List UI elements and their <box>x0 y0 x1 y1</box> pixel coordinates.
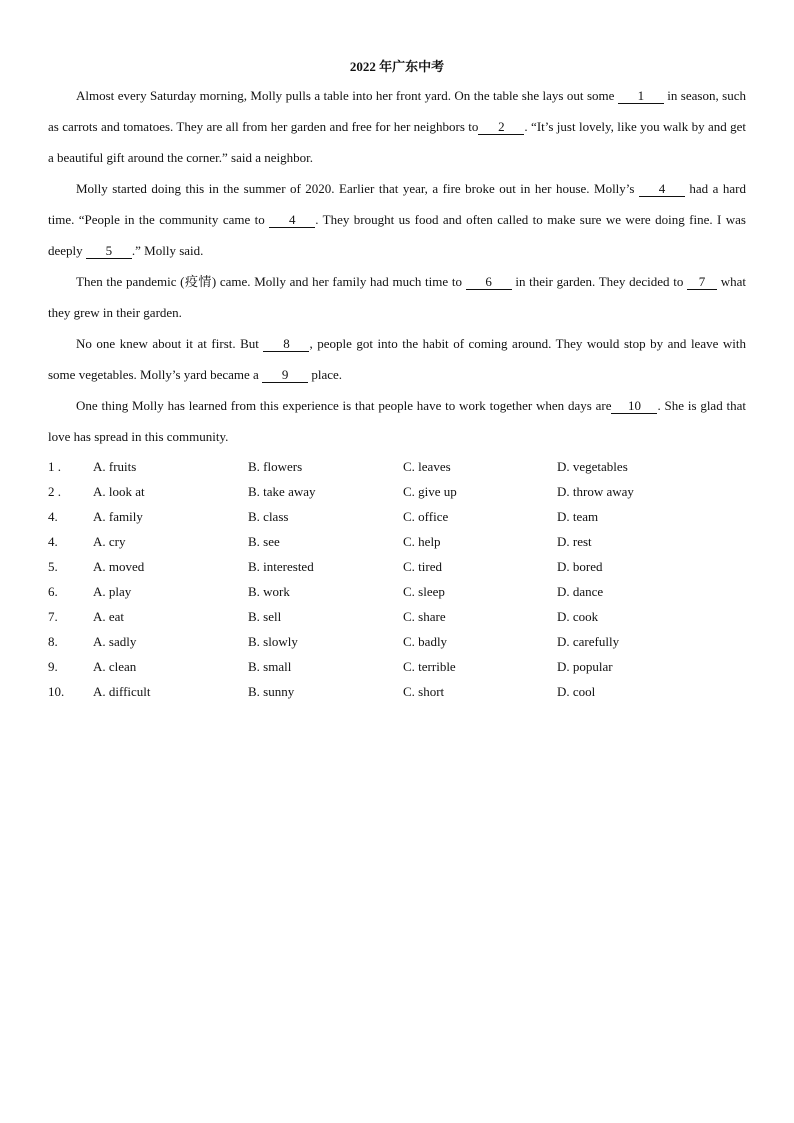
option-b: B. see <box>248 534 280 549</box>
option-c: C. office <box>403 509 449 524</box>
question-row <box>48 679 748 704</box>
option-b: B. take away <box>248 484 316 499</box>
question-number: 1 . <box>48 459 61 474</box>
paragraph-4: No one knew about it at first. But 8 , people got into the habit of coming around. They would stop by and leave with some vegetables. Molly’s yard became a 9 place. <box>48 336 746 382</box>
option-a: A. difficult <box>93 684 151 699</box>
option-a: A. moved <box>93 559 145 574</box>
option-a: A. family <box>93 509 143 524</box>
paragraph-1: Almost every Saturday morning, Molly pulls a table into her front yard. On the table she lays out some 1 in season, such as carrots and tomatoes. They are all from her garden and free for her neighbors to 2 . “It’s just lovely, like you walk by and get a beautiful gift around the corner.” said a neighbor. <box>48 88 746 165</box>
question-number: 5. <box>48 559 58 574</box>
option-d: D. cool <box>557 684 596 699</box>
question-number: 4. <box>48 509 58 524</box>
question-row <box>48 579 748 604</box>
blank-10: 10 <box>611 399 657 414</box>
option-a: A. clean <box>93 659 137 674</box>
question-row <box>48 454 748 479</box>
option-a: A. cry <box>93 534 126 549</box>
option-c: C. badly <box>403 634 448 649</box>
option-a: A. sadly <box>93 634 137 649</box>
option-a: A. play <box>93 584 132 599</box>
paragraph-3: Then the pandemic (疫情) came. Molly and her family had much time to 6 in their garden. They decided to 7 what they grew in their garden. <box>48 274 746 320</box>
option-b: B. slowly <box>248 634 298 649</box>
blank-7: 7 <box>687 275 717 290</box>
question-number: 9. <box>48 659 58 674</box>
option-d: D. popular <box>557 659 613 674</box>
option-c: C. sleep <box>403 584 445 599</box>
blank-5: 5 <box>86 244 132 259</box>
answer-options <box>48 454 748 704</box>
option-c: C. tired <box>403 559 442 574</box>
option-d: D. rest <box>557 534 592 549</box>
blank-1: 1 <box>618 89 664 104</box>
option-d: D. carefully <box>557 634 620 649</box>
option-c: C. give up <box>403 484 457 499</box>
option-a: A. fruits <box>93 459 137 474</box>
passage <box>48 80 746 452</box>
option-d: D. vegetables <box>557 459 628 474</box>
option-b: B. class <box>248 509 289 524</box>
blank-6: 6 <box>466 275 512 290</box>
question-row <box>48 529 748 554</box>
question-row <box>48 554 748 579</box>
question-row <box>48 629 748 654</box>
question-row <box>48 479 748 504</box>
question-number: 2 . <box>48 484 61 499</box>
option-a: A. look at <box>93 484 145 499</box>
option-d: D. dance <box>557 584 604 599</box>
blank-4: 4 <box>269 213 315 228</box>
blank-9: 9 <box>262 368 308 383</box>
question-number: 7. <box>48 609 58 624</box>
option-c: C. share <box>403 609 446 624</box>
option-b: B. sell <box>248 609 282 624</box>
option-d: D. bored <box>557 559 603 574</box>
paragraph-2: Molly started doing this in the summer of 2020. Earlier that year, a fire broke out in her house. Molly’s 4 had a hard time. “People in the community came to 4 . They brought us food and often called to make sure we were doing fine. I was deeply 5 .” Molly said. <box>48 181 746 258</box>
option-c: C. help <box>403 534 441 549</box>
question-row <box>48 604 748 629</box>
question-number: 6. <box>48 584 58 599</box>
option-b: B. small <box>248 659 292 674</box>
blank-8: 8 <box>263 337 309 352</box>
option-d: D. throw away <box>557 484 634 499</box>
option-b: B. flowers <box>248 459 303 474</box>
option-d: D. team <box>557 509 599 524</box>
question-row <box>48 654 748 679</box>
option-b: B. interested <box>248 559 314 574</box>
option-c: C. short <box>403 684 445 699</box>
option-a: A. eat <box>93 609 125 624</box>
page-title: 2022 年广东中考 <box>349 59 445 74</box>
question-row <box>48 504 748 529</box>
question-number: 4. <box>48 534 58 549</box>
paragraph-5: One thing Molly has learned from this experience is that people have to work together when days are 10 . She is glad that love has spread in this community. <box>48 398 746 444</box>
blank-2: 2 <box>478 120 524 135</box>
option-b: B. sunny <box>248 684 295 699</box>
question-number: 10. <box>48 684 65 699</box>
question-number: 8. <box>48 634 58 649</box>
option-c: C. terrible <box>403 659 456 674</box>
blank-3: 4 <box>639 182 685 197</box>
option-c: C. leaves <box>403 459 451 474</box>
option-b: B. work <box>248 584 290 599</box>
option-d: D. cook <box>557 609 599 624</box>
